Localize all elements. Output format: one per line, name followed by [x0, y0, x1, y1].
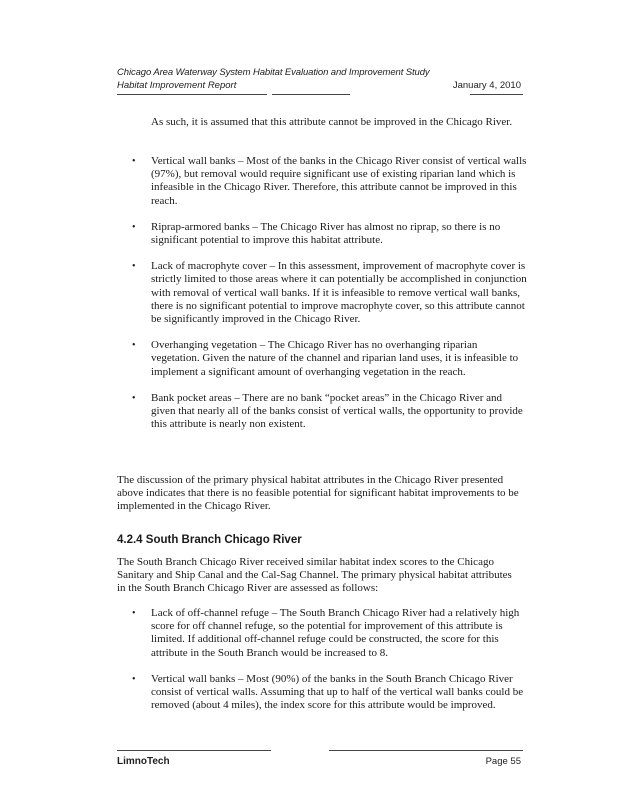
- header-date: January 4, 2010: [452, 80, 521, 91]
- bullet-text: Riprap-armored banks – The Chicago River has almost no riprap, so there is no significant potential to improve this habitat attribute.: [151, 220, 501, 247]
- footer-organization: LimnoTech: [117, 756, 170, 767]
- chicago-river-attribute-list: [132, 155, 527, 444]
- continuation-paragraph: As such, it is assumed that this attribute cannot be improved in the Chicago River.: [151, 116, 513, 128]
- bullet-icon: •: [132, 673, 136, 685]
- list-item: [132, 392, 527, 432]
- bullet-text: Vertical wall banks – Most (90%) of the banks in the South Branch Chicago River consist of vertical walls. Assuming that up to half of the vertical wall banks could be removed (about 4 miles), the index score for this attribute would be improved.: [151, 672, 524, 712]
- footer-rule-right: [329, 750, 523, 751]
- bullet-icon: •: [132, 340, 136, 352]
- bullet-text: Lack of off-channel refuge – The South Branch Chicago River had a relatively high score for off channel refuge, so the potential for improvement of this attribute is limited. If additional off-channel refuge could be constructed, the score for this attribute in the South Branch would be increased to 8.: [151, 607, 520, 659]
- bullet-icon: •: [132, 221, 136, 233]
- section-heading: 4.2.4 South Branch Chicago River: [117, 534, 302, 546]
- list-item: [132, 155, 527, 208]
- header-report-title: Habitat Improvement Report: [117, 80, 237, 91]
- summary-paragraph: The discussion of the primary physical habitat attributes in the Chicago River presented above indicates that there is no feasible potential for significant habitat improvements to be implemented in the Chicago River.: [117, 474, 519, 513]
- bullet-icon: •: [132, 608, 136, 619]
- header-study-title: Chicago Area Waterway System Habitat Evaluation and Improvement Study: [117, 67, 430, 78]
- list-item: [132, 221, 527, 247]
- south-branch-attribute-list: [132, 607, 527, 725]
- bullet-text: Vertical wall banks – Most of the banks in the Chicago River consist of vertical walls (97%), but removal would require significant use of existing riparian land which is infeasible in the Chicago River. Therefore, this attribute cannot be improved in this reach.: [151, 155, 527, 207]
- section-intro-paragraph: The South Branch Chicago River received similar habitat index scores to the Chicago Sanitary and Ship Canal and the Cal-Sag Channel. The primary physical habitat attributes in the South Branch Chicago River are assessed as follows:: [117, 556, 512, 595]
- bullet-icon: •: [132, 261, 136, 273]
- list-item: [132, 260, 527, 326]
- bullet-icon: •: [132, 156, 136, 167]
- bullet-icon: •: [132, 392, 136, 404]
- bullet-text: Lack of macrophyte cover – In this assessment, improvement of macrophyte cover is strictly limited to those areas where it can potentially be accomplished in conjunction with removal of vertical wall banks. If it is infeasible to remove vertical wall banks, there is no significant potential to improve macrophyte cover, so this attribute cannot be significantly improved in the Chicago River.: [151, 260, 527, 326]
- bullet-text: Overhanging vegetation – The Chicago River has no overhanging riparian vegetation. Given the nature of the channel and riparian land uses, it is infeasible to implement a significant amount of overhanging vegetation in the reach.: [151, 339, 519, 378]
- header-rule-right: [470, 94, 523, 95]
- footer-page-number: Page 55: [485, 756, 521, 767]
- header-rule-left: [117, 94, 267, 95]
- list-item: [132, 607, 527, 660]
- list-item: [132, 673, 527, 713]
- header-rule-middle: [272, 94, 350, 95]
- footer-rule-left: [117, 750, 271, 751]
- list-item: [132, 339, 527, 379]
- bullet-text: Bank pocket areas – There are no bank “pocket areas” in the Chicago River and given that nearly all of the banks consist of vertical walls, the opportunity to provide this attribute is nearly non existent.: [151, 391, 523, 431]
